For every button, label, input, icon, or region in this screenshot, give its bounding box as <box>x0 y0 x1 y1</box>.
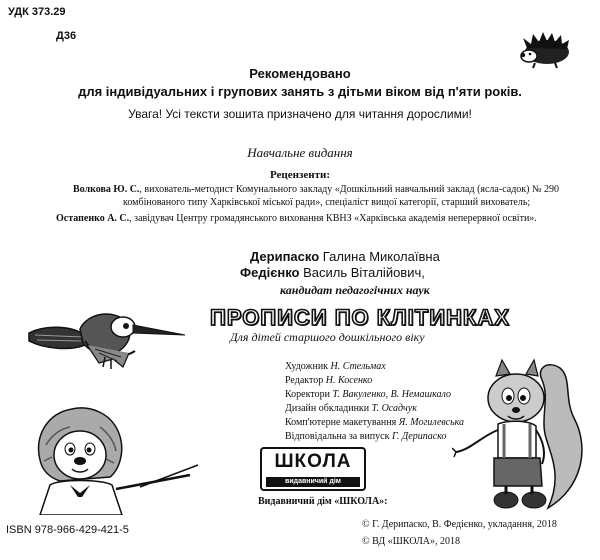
book-subtitle: Для дітей старшого дошкільного віку <box>230 330 425 344</box>
credit-editor <box>285 375 372 386</box>
credit-name: Т. Осадчук <box>371 403 417 414</box>
lion-illustration <box>30 405 200 515</box>
credit-role: Коректори <box>285 389 333 400</box>
credit-name: Н. Стельмах <box>330 361 386 372</box>
publisher-name: Видавничий дім «ШКОЛА»: <box>258 496 388 507</box>
author-mark: Д36 <box>56 30 77 42</box>
edition-type: Навчальне видання <box>247 145 353 160</box>
hedgehog-illustration <box>515 30 575 70</box>
reviewer-1-line-2: комбінованого типу Харківської міської ради», спеціаліст вищої категорії, старший вихователь; <box>123 197 531 208</box>
credit-cover-design <box>285 403 417 414</box>
publisher-logo <box>260 447 366 491</box>
credit-name: Я. Могилевська <box>398 417 465 428</box>
credit-name: Н. Косенко <box>325 375 373 386</box>
credit-layout <box>285 417 464 428</box>
reviewers-title: Рецензенти: <box>269 169 331 181</box>
credit-role: Редактор <box>285 375 326 386</box>
squirrel-illustration <box>452 358 592 518</box>
copyright-line-1: © Г. Дерипаско, В. Федієнко, укладання, 2018 <box>362 519 557 530</box>
udk-code: УДК 373.29 <box>8 6 66 18</box>
publisher-logo-word: ШКОЛА <box>274 451 352 472</box>
credit-role: Комп'ютерне макетування <box>285 417 399 428</box>
credit-name: Т. Вакуленко, В. Немашкало <box>332 389 451 400</box>
author-2 <box>240 265 425 280</box>
isbn: ISBN 978-966-429-421-5 <box>6 524 129 536</box>
book-title: ПРОПИСИ ПО КЛІТИНКАХ <box>210 305 510 330</box>
reviewer-1-name: Волкова Ю. С. <box>73 184 140 195</box>
credit-role: Дизайн обкладинки <box>285 403 372 414</box>
author-2-firstname: Василь Віталійович, <box>299 265 425 280</box>
author-2-lastname: Федієнко <box>240 265 300 280</box>
reviewer-1-desc-1: , вихователь-методист Комунального закладу «Дошкільний навчальний заклад (ясла-садок) № 290 <box>139 184 560 195</box>
recommendation-text: для індивідуальних і групових занять з дітьми віком від п'яти років. <box>78 84 522 99</box>
credit-artist <box>285 361 386 372</box>
author-degree: кандидат педагогічних наук <box>280 283 430 297</box>
reviewer-2-desc: , завідувач Центру громадянського виховання КВНЗ «Харківська академія неперервної освіти». <box>129 213 537 224</box>
recommendation-title: Рекомендовано <box>249 66 351 81</box>
bird-illustration <box>25 305 190 375</box>
reviewer-1-line-1 <box>73 183 559 196</box>
warning-text: Увага! Усі тексти зошита призначено для читання дорослими! <box>128 107 472 121</box>
reviewer-2-name: Остапенко А. С. <box>56 213 130 224</box>
copyright-line-2: © ВД «ШКОЛА», 2018 <box>362 536 460 547</box>
reviewer-2-line-1 <box>56 212 537 225</box>
author-1 <box>250 249 440 264</box>
credit-role: Художник <box>285 361 331 372</box>
publisher-logo-subtitle: видавничий дім <box>266 477 360 487</box>
credit-name: Г. Дерипаско <box>391 431 447 442</box>
author-1-lastname: Дерипаско <box>250 249 320 264</box>
author-1-firstname: Галина Миколаївна <box>319 249 440 264</box>
credit-responsible <box>285 431 446 442</box>
credit-role: Відповідальна за випуск <box>285 431 392 442</box>
credit-proofreaders <box>285 389 451 400</box>
